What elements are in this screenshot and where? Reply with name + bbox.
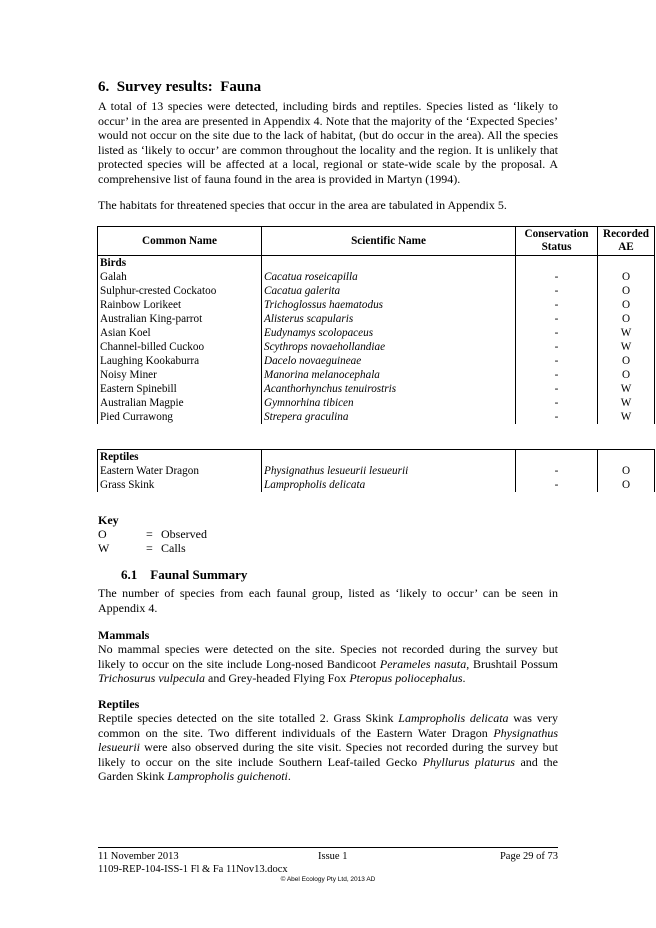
key-equals: = [146, 527, 153, 541]
cell-recorded: O [598, 298, 655, 312]
cell-conservation-status: - [516, 354, 598, 368]
cell-conservation-status: - [516, 340, 598, 354]
cell-recorded: O [598, 270, 655, 284]
table-row [98, 368, 655, 382]
footer-issue: Issue 1 [318, 851, 348, 862]
cell-common-name: Australian Magpie [98, 396, 262, 410]
key-symbol: O [98, 527, 107, 541]
group-label-reptiles: Reptiles [98, 450, 262, 465]
species-name: Trichosurus vulpecula [98, 671, 205, 685]
footer-date: 11 November 2013 [98, 851, 179, 862]
cell-conservation-status: - [516, 464, 598, 478]
cell-conservation-status: - [516, 396, 598, 410]
cell-common-name: Laughing Kookaburra [98, 354, 262, 368]
cell-scientific-name: Eudynamys scolopaceus [262, 326, 516, 340]
key-equals: = [146, 541, 153, 555]
table-row [98, 298, 655, 312]
fauna-table-birds [97, 226, 655, 424]
cell-conservation-status: - [516, 382, 598, 396]
text-segment: was very common on the site. Two different individuals of the Eastern Water Dragon [98, 711, 559, 740]
header-recorded: Recorded AE [598, 227, 655, 256]
header-common-name: Common Name [98, 227, 262, 256]
text-segment: were also observed during the site visit. Species not recorded during the survey but likely to occur on the site include Southern Leaf-tailed Gecko [98, 740, 558, 769]
cell-scientific-name: Cacatua galerita [262, 284, 516, 298]
cell-conservation-status: - [516, 368, 598, 382]
cell-scientific-name: Acanthorhynchus tenuirostris [262, 382, 516, 396]
table-row [98, 270, 655, 284]
table-row [98, 284, 655, 298]
cell-recorded: W [598, 340, 655, 354]
cell-common-name: Noisy Miner [98, 368, 262, 382]
cell-recorded: O [598, 284, 655, 298]
table-row [98, 354, 655, 368]
text-segment: and Grey-headed Flying Fox [205, 671, 350, 685]
cell-common-name: Eastern Spinebill [98, 382, 262, 396]
reptiles-paragraph [98, 711, 558, 784]
subsection-number: 6.1 [121, 567, 138, 582]
text-segment: . [287, 769, 291, 783]
cell-scientific-name: Strepera graculina [262, 410, 516, 424]
footer-divider [98, 847, 558, 848]
subsection-title: Faunal Summary [150, 567, 248, 582]
cell-recorded: O [598, 312, 655, 326]
cell-recorded: O [598, 478, 655, 492]
text-segment: No mammal species were detected on the site. Species not recorded during the survey but likely to occur on the site include Long-nosed Bandicoot [98, 642, 558, 671]
header-conservation-status: Conservation Status [516, 227, 598, 256]
table-row [98, 478, 655, 492]
section-number: 6. [98, 79, 110, 95]
section-heading [98, 79, 261, 96]
cell-recorded: O [598, 464, 655, 478]
footer-doc-ref: 1109-REP-104-ISS-1 Fl & Fa 11Nov13.docx [98, 864, 288, 875]
cell-scientific-name: Physignathus lesueurii lesueurii [262, 464, 516, 478]
table-row [98, 326, 655, 340]
text-segment: Reptile species detected on the site totalled 2. Grass Skink [98, 711, 399, 725]
cell-scientific-name: Lampropholis delicata [262, 478, 516, 492]
cell-scientific-name: Alisterus scapularis [262, 312, 516, 326]
cell-common-name: Pied Currawong [98, 410, 262, 424]
fauna-table-reptiles [97, 449, 655, 492]
cell-common-name: Asian Koel [98, 326, 262, 340]
reptiles-heading: Reptiles [98, 697, 140, 711]
table-row [98, 410, 655, 424]
subsection-heading [121, 567, 247, 583]
habitats-paragraph: The habitats for threatened species that occur in the area are tabulated in Appendix 5. [98, 198, 507, 212]
table-row [98, 382, 655, 396]
cell-scientific-name: Scythrops novaehollandiae [262, 340, 516, 354]
species-name: Perameles nasuta [379, 656, 467, 671]
cell-common-name: Sulphur-crested Cockatoo [98, 284, 262, 298]
section-title: Survey results: Fauna [116, 79, 262, 95]
header-scientific-name: Scientific Name [262, 227, 516, 256]
key-row [98, 527, 207, 541]
key-meaning: Observed [161, 527, 207, 541]
cell-common-name: Eastern Water Dragon [98, 464, 262, 478]
table-row [98, 340, 655, 354]
cell-scientific-name: Trichoglossus haematodus [262, 298, 516, 312]
key-block [98, 513, 207, 555]
key-meaning: Calls [161, 541, 186, 555]
species-name: Lampropholis guichenoti [167, 769, 288, 783]
cell-scientific-name: Dacelo novaeguineae [262, 354, 516, 368]
cell-recorded: W [598, 396, 655, 410]
species-name: Lampropholis delicata [398, 711, 509, 725]
mammals-heading: Mammals [98, 628, 150, 642]
text-segment: , Brushtail Possum [466, 656, 558, 671]
footer-copyright: © Abel Ecology Pty Ltd, 2013 AD [280, 876, 376, 883]
species-name: Phyllurus platurus [422, 754, 515, 769]
cell-conservation-status: - [516, 478, 598, 492]
cell-scientific-name: Manorina melanocephala [262, 368, 516, 382]
footer-page-number: Page 29 of 73 [499, 851, 558, 862]
cell-scientific-name: Gymnorhina tibicen [262, 396, 516, 410]
cell-recorded: O [598, 354, 655, 368]
cell-recorded: O [598, 368, 655, 382]
cell-scientific-name: Cacatua roseicapilla [262, 270, 516, 284]
group-label-birds: Birds [98, 256, 262, 271]
cell-common-name: Channel-billed Cuckoo [98, 340, 262, 354]
cell-conservation-status: - [516, 326, 598, 340]
cell-conservation-status: - [516, 298, 598, 312]
table-row [98, 312, 655, 326]
species-name: Physignathus lesueurii [98, 725, 558, 754]
key-row [98, 541, 186, 555]
cell-recorded: W [598, 410, 655, 424]
intro-paragraph: A total of 13 species were detected, including birds and reptiles. Species listed as ‘likely to occur’ in the area are presented in Appendix 4. Note that the majority of the ‘Expected Species’ would not occur on the site due to the lack of habitat, (but do occur in the area). All the species listed as ‘likely to occur’ are common throughout the locality and the region. It is unlikely that protected species will be affected at a local, regional or state-wide scale by the proposal. A comprehensive list of fauna found in the area is provided in Martyn (1994). [98, 99, 558, 186]
key-symbol: W [98, 541, 110, 555]
text-segment: . [462, 671, 466, 685]
cell-common-name: Rainbow Lorikeet [98, 298, 262, 312]
cell-conservation-status: - [516, 312, 598, 326]
text-segment: and the Garden Skink [98, 754, 558, 783]
cell-recorded: W [598, 382, 655, 396]
species-name: Pteropus poliocephalus [349, 671, 463, 685]
cell-conservation-status: - [516, 284, 598, 298]
cell-recorded: W [598, 326, 655, 340]
cell-conservation-status: - [516, 410, 598, 424]
cell-common-name: Australian King-parrot [98, 312, 262, 326]
cell-common-name: Grass Skink [98, 478, 262, 492]
mammals-paragraph [98, 642, 558, 686]
table-row [98, 396, 655, 410]
cell-common-name: Galah [98, 270, 262, 284]
cell-conservation-status: - [516, 270, 598, 284]
key-title: Key [98, 513, 119, 527]
summary-paragraph: The number of species from each faunal group, listed as ‘likely to occur’ can be seen in Appendix 4. [98, 586, 558, 615]
table-row [98, 464, 655, 478]
